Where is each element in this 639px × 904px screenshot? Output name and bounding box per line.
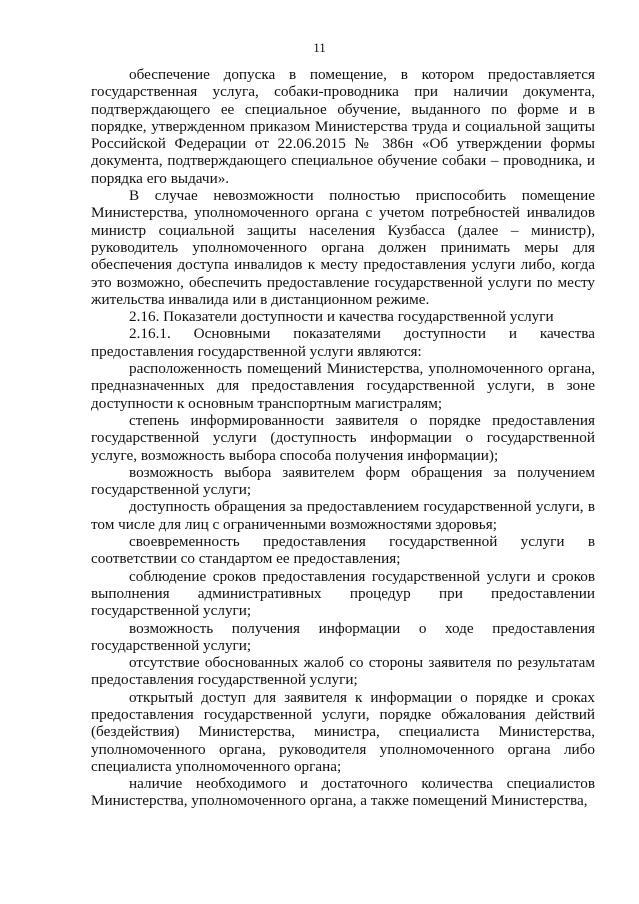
list-item-accessibility: доступность обращения за предоставлением государственной услуги, в том числе для лиц с ограниченными возможностями здоровья;	[91, 498, 595, 533]
list-item-no-complaints: отсутствие обоснованных жалоб со стороны заявителя по результатам предоставления государственной услуги;	[91, 654, 595, 689]
paragraph-2-16-1: 2.16.1. Основными показателями доступности и качества предоставления государственной услуги являются:	[91, 325, 595, 360]
paragraph-guide-dog-access: обеспечение допуска в помещение, в котором предоставляется государственная услуга, собаки-проводника при наличии документа, подтверждающего ее специальное обучение, выданного по форме и в порядке, утвержденном приказом Министерства труда и социальной защиты Российской Федерации от 22.06.2015 № 386н «Об утверждении формы документа, подтверждающего специальное обучение собаки – проводника, и порядка его выдачи».	[91, 66, 595, 187]
page-number: 11	[313, 40, 326, 55]
list-item-open-access: открытый доступ для заявителя к информации о порядке и сроках предоставления государственной услуги, порядке обжалования действий (бездействия) Министерства, министра, специалиста Министерства, уполномоченного органа, руководителя уполномоченного органа либо специалиста уполномоченного органа;	[91, 688, 595, 775]
list-item-deadlines: соблюдение сроков предоставления государственной услуги и сроков выполнения административных процедур при предоставлении государственной услуги;	[91, 567, 595, 620]
list-item-form-choice: возможность выбора заявителем форм обращения за получением государственной услуги;	[91, 463, 595, 499]
paragraph-accessibility-measures: В случае невозможности полностью приспособить помещение Министерства, уполномоченного органа с учетом потребностей инвалидов министр социальной защиты населения Кузбасса (далее – министр), руководитель уполномоченного органа должен принимать меры для обеспечения доступа инвалидов к месту предоставления услуги либо, когда это возможно, обеспечить предоставление государственной услуги по месту жительства инвалида или в дистанционном режиме.	[91, 187, 595, 308]
list-item-progress-info: возможность получения информации о ходе предоставления государственной услуги;	[91, 619, 595, 654]
list-item-location: расположенность помещений Министерства, уполномоченного органа, предназначенных для предоставления государственной услуги, в зоне доступности к основным транспортным магистралям;	[91, 360, 595, 412]
list-item-timeliness: своевременность предоставления государственной услуги в соответствии со стандартом ее предоставления;	[91, 533, 595, 568]
document-body	[91, 66, 595, 810]
section-heading-2-16: 2.16. Показатели доступности и качества государственной услуги	[129, 308, 554, 326]
list-item-awareness: степень информированности заявителя о порядке предоставления государственной услуги (доступность информации о государственной услуге, возможность выбора способа получения информации);	[91, 411, 595, 464]
list-item-staff-sufficiency: наличие необходимого и достаточного количества специалистов Министерства, уполномоченного органа, а также помещений Министерства,	[91, 775, 595, 810]
